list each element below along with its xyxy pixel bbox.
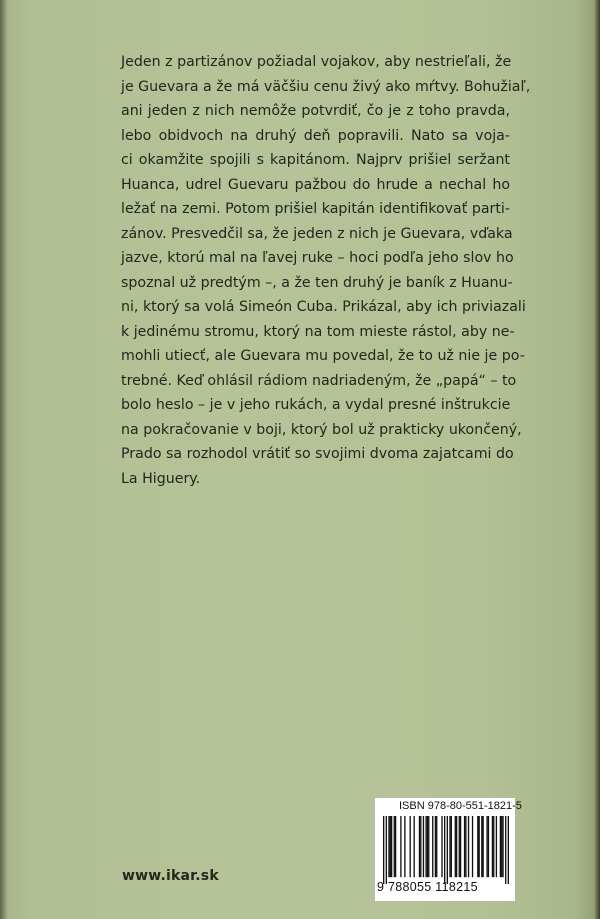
barcode-bar	[386, 816, 387, 884]
barcode-bar	[449, 816, 450, 877]
barcode-bar	[404, 816, 405, 877]
barcode-bar	[456, 816, 457, 877]
barcode-bar	[400, 816, 401, 877]
barcode-bar	[425, 816, 426, 877]
barcode-bar	[493, 816, 494, 877]
barcode-bar	[447, 816, 448, 884]
blurb-line: Jeden z partizánov požiadal vojakov, aby nestrieľali, že	[121, 54, 512, 70]
barcode-bar	[432, 816, 433, 877]
blurb-line: zánov. Presvedčil sa, že jeden z nich je Guevara, vďaka	[121, 225, 513, 242]
blurb-line: ni, ktorý sa volá Simeón Cuba. Prikázal, aby ich priviazali	[121, 299, 526, 315]
barcode-icon	[383, 816, 509, 884]
barcode-bar	[477, 816, 478, 877]
barcode-bar	[482, 816, 483, 877]
barcode-bar	[488, 816, 489, 877]
barcode-bar	[428, 816, 429, 877]
barcode-bar	[436, 816, 437, 877]
blurb-line: bolo heslo – je v jeho rukách, a vydal presné inštrukcie	[121, 397, 511, 413]
blurb-line: Huanca, udrel Guevaru pažbou do hrude a nechal ho	[121, 176, 510, 193]
spine-shadow	[0, 0, 8, 919]
blurb-line: trebné. Keď ohlásil rádiom nadriadeným, že „papá“ – to	[121, 372, 517, 389]
barcode-bar	[414, 816, 415, 877]
barcode-bar	[496, 816, 497, 877]
barcode-bar	[459, 816, 460, 877]
barcode-bar	[388, 816, 389, 877]
barcode-bar	[394, 816, 395, 877]
barcode-bar	[383, 816, 384, 884]
barcode-bar	[481, 816, 482, 877]
cover-edge-shadow	[594, 0, 600, 919]
barcode-bar	[455, 816, 456, 877]
barcode-bar	[419, 816, 420, 877]
blurb-line: mohli utiecť, ale Guevara mu povedal, že to už nie je po-	[121, 348, 525, 364]
barcode-bar	[390, 816, 391, 877]
barcode-bar	[423, 816, 424, 877]
blurb-line: La Higuery.	[121, 470, 201, 487]
blurb-line: ci okamžite spojili s kapitánom. Najprv prišiel seržant	[121, 152, 510, 168]
barcode-bar	[468, 816, 469, 877]
barcode-bar	[464, 816, 465, 877]
blurb-line: ležať na zemi. Potom prišiel kapitán identifikovať parti-	[121, 201, 510, 217]
barcode-bar	[500, 816, 501, 877]
barcode-label	[375, 798, 522, 901]
barcode-bar	[420, 816, 421, 877]
blurb-line: Prado sa rozhodol vrátiť so svojimi dvoma zajatcami do	[121, 446, 514, 462]
blurb-line: k jedinému stromu, ktorý na tom mieste rástol, aby ne-	[121, 323, 515, 340]
blurb-line: je Guevara a že má väčšiu cenu živý ako mŕtvy. Bohužiaľ,	[121, 78, 531, 95]
barcode-bar	[410, 816, 411, 877]
barcode-bar	[492, 816, 493, 877]
barcode-bar	[478, 816, 479, 877]
publisher-website[interactable]: www.ikar.sk	[122, 868, 219, 884]
barcode-bar	[502, 816, 503, 877]
barcode-bar	[472, 816, 473, 877]
barcode-bar	[501, 816, 502, 877]
barcode-bar	[508, 816, 509, 884]
blurb-text	[121, 50, 531, 491]
barcode-bar	[395, 816, 396, 877]
barcode-bar	[435, 816, 436, 877]
barcode-bar	[460, 816, 461, 877]
barcode-bar	[444, 816, 445, 884]
barcode-bar	[391, 816, 392, 877]
isbn-text: ISBN 978-80-551-1821-5	[399, 800, 522, 812]
blurb-line: na pokračovanie v boji, ktorý bol už prakticky ukončený,	[121, 421, 522, 438]
blurb-line: spoznal už predtým –, a že ten druhý je baník z Huanu-	[121, 274, 513, 291]
barcode-bar	[465, 816, 466, 877]
blurb-line: jazve, ktorú mal na ľavej ruke – hoci podľa jeho slov ho	[121, 250, 514, 266]
barcode-bar	[486, 816, 487, 877]
barcode-number: 9 788055 118215	[377, 880, 478, 894]
barcode-bar	[505, 816, 506, 884]
blurb-line: ani jeden z nich nemôže potvrdiť, čo je z toho pravda,	[121, 103, 510, 119]
barcode-bar	[451, 816, 452, 877]
barcode-bar	[427, 816, 428, 877]
barcode-bar	[441, 816, 442, 877]
blurb-line: lebo obidvoch na druhý deň popravili. Nato sa voja-	[121, 127, 510, 144]
